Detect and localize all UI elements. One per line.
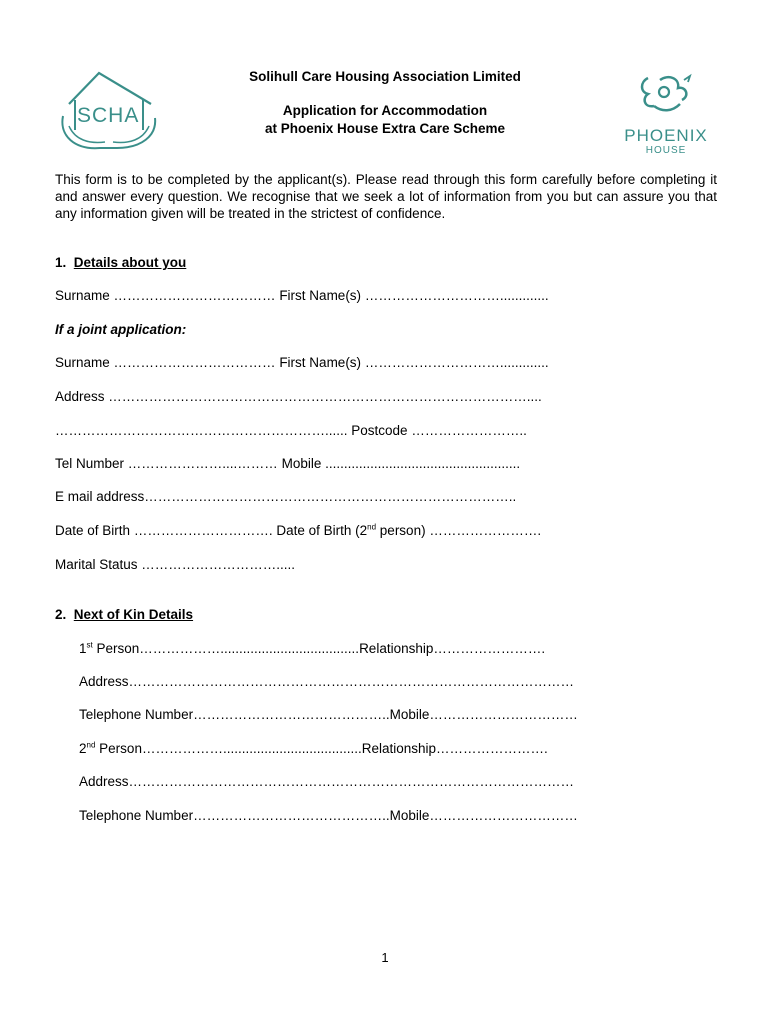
surname-field[interactable]: ……………………………… xyxy=(113,288,276,303)
address2-field[interactable]: ……………………………………………………...... xyxy=(55,423,348,438)
kin1-mobile-field[interactable]: …………………………… xyxy=(429,707,578,722)
tel-label: Tel Number xyxy=(55,456,125,471)
kin2-telephone-label: Telephone Number xyxy=(79,808,194,823)
kin2-relationship-field[interactable]: ……………………. xyxy=(436,741,548,756)
kin2-address-label: Address xyxy=(79,774,129,789)
address-row xyxy=(55,389,542,404)
surname2-row xyxy=(55,355,549,370)
first-names2-label: First Name(s) xyxy=(279,355,362,370)
surname-row xyxy=(55,288,549,303)
kin1-telephone-label: Telephone Number xyxy=(79,707,194,722)
dob2-label: Date of Birth (2nd person) xyxy=(276,522,426,538)
kin2-telephone-field[interactable]: …………………………………….. xyxy=(193,808,390,823)
tel-field[interactable]: …………………....……… xyxy=(127,456,278,471)
kin1-relationship-label: Relationship xyxy=(359,641,434,656)
section2-number: 2. xyxy=(55,607,67,622)
kin2-person-label: 2nd Person xyxy=(79,740,142,756)
scha-logo-text: SCHA xyxy=(77,104,140,127)
section1-number: 1. xyxy=(55,255,67,270)
joint-application-heading: If a joint application: xyxy=(55,322,187,337)
kin1-telephone-field[interactable]: …………………………………….. xyxy=(193,707,390,722)
phoenix-logo-text: PHOENIX xyxy=(624,126,708,145)
surname2-field[interactable]: ……………………………… xyxy=(113,355,276,370)
tel-row xyxy=(55,456,520,471)
mobile-label: Mobile xyxy=(281,456,322,471)
form-title-line2: at Phoenix House Extra Care Scheme xyxy=(264,121,506,136)
kin2-address-row xyxy=(79,774,574,789)
kin1-mobile-label: Mobile xyxy=(389,707,430,722)
marital-label: Marital Status xyxy=(55,557,138,572)
dob-field[interactable]: …………………………. xyxy=(133,523,273,538)
kin2-relationship-label: Relationship xyxy=(361,741,437,756)
kin2-person-field[interactable]: ………………..................................... xyxy=(141,741,362,756)
kin2-person-row xyxy=(79,741,548,756)
kin1-address-row xyxy=(79,674,574,689)
email-row xyxy=(55,489,516,504)
page-number: 1 xyxy=(381,950,389,965)
kin1-relationship-field[interactable]: ……………………. xyxy=(433,641,546,656)
kin1-person-field[interactable]: ………………..................................... xyxy=(139,641,360,656)
mobile-field[interactable]: .................................................... xyxy=(325,456,521,471)
marital-row xyxy=(55,557,295,572)
dob2-field[interactable]: ……………………. xyxy=(429,523,542,538)
address-label: Address xyxy=(55,389,105,404)
form-title-line1: Application for Accommodation xyxy=(282,103,488,118)
kin1-person-label: 1st Person xyxy=(79,640,140,656)
kin1-address-label: Address xyxy=(79,674,129,689)
first-names-label: First Name(s) xyxy=(279,288,362,303)
address2-row xyxy=(55,423,527,438)
email-label: E mail address xyxy=(55,489,145,504)
kin2-address-field[interactable]: ……………………………………………………………………………………… xyxy=(128,774,575,789)
kin2-mobile-label: Mobile xyxy=(389,808,430,823)
marital-field[interactable]: …………………………..... xyxy=(141,557,296,572)
surname-label: Surname xyxy=(55,288,110,303)
address-field[interactable]: ………………………………………………………………………………….... xyxy=(108,389,542,404)
kin2-telephone-row xyxy=(79,808,578,823)
surname2-label: Surname xyxy=(55,355,110,370)
kin1-address-field[interactable]: ……………………………………………………………………………………… xyxy=(128,674,575,689)
section1-heading xyxy=(55,255,186,270)
section2-title: Next of Kin Details xyxy=(73,607,194,622)
dob-label: Date of Birth xyxy=(55,523,131,538)
org-name: Solihull Care Housing Association Limited xyxy=(249,69,521,84)
postcode-field[interactable]: …………………….. xyxy=(411,423,527,438)
kin1-person-row xyxy=(79,641,545,656)
first-names2-field[interactable]: …………………………............. xyxy=(364,355,549,370)
kin1-telephone-row xyxy=(79,707,578,722)
email-field[interactable]: ……………………………………………………………………….. xyxy=(144,489,517,504)
section1-title: Details about you xyxy=(73,255,187,270)
intro-paragraph: This form is to be completed by the applicant(s). Please read through this form carefully before completing it and answer every question. We recognise that we seek a lot of information from you but can assure you that any information given will be treated in the strictest of confidence. xyxy=(55,172,717,221)
section2-heading xyxy=(55,607,193,622)
house-logo-text: HOUSE xyxy=(645,145,687,156)
postcode-label: Postcode xyxy=(351,423,408,438)
kin2-mobile-field[interactable]: …………………………… xyxy=(429,808,578,823)
dob-row xyxy=(55,523,541,538)
first-names-field[interactable]: …………………………............. xyxy=(364,288,549,303)
